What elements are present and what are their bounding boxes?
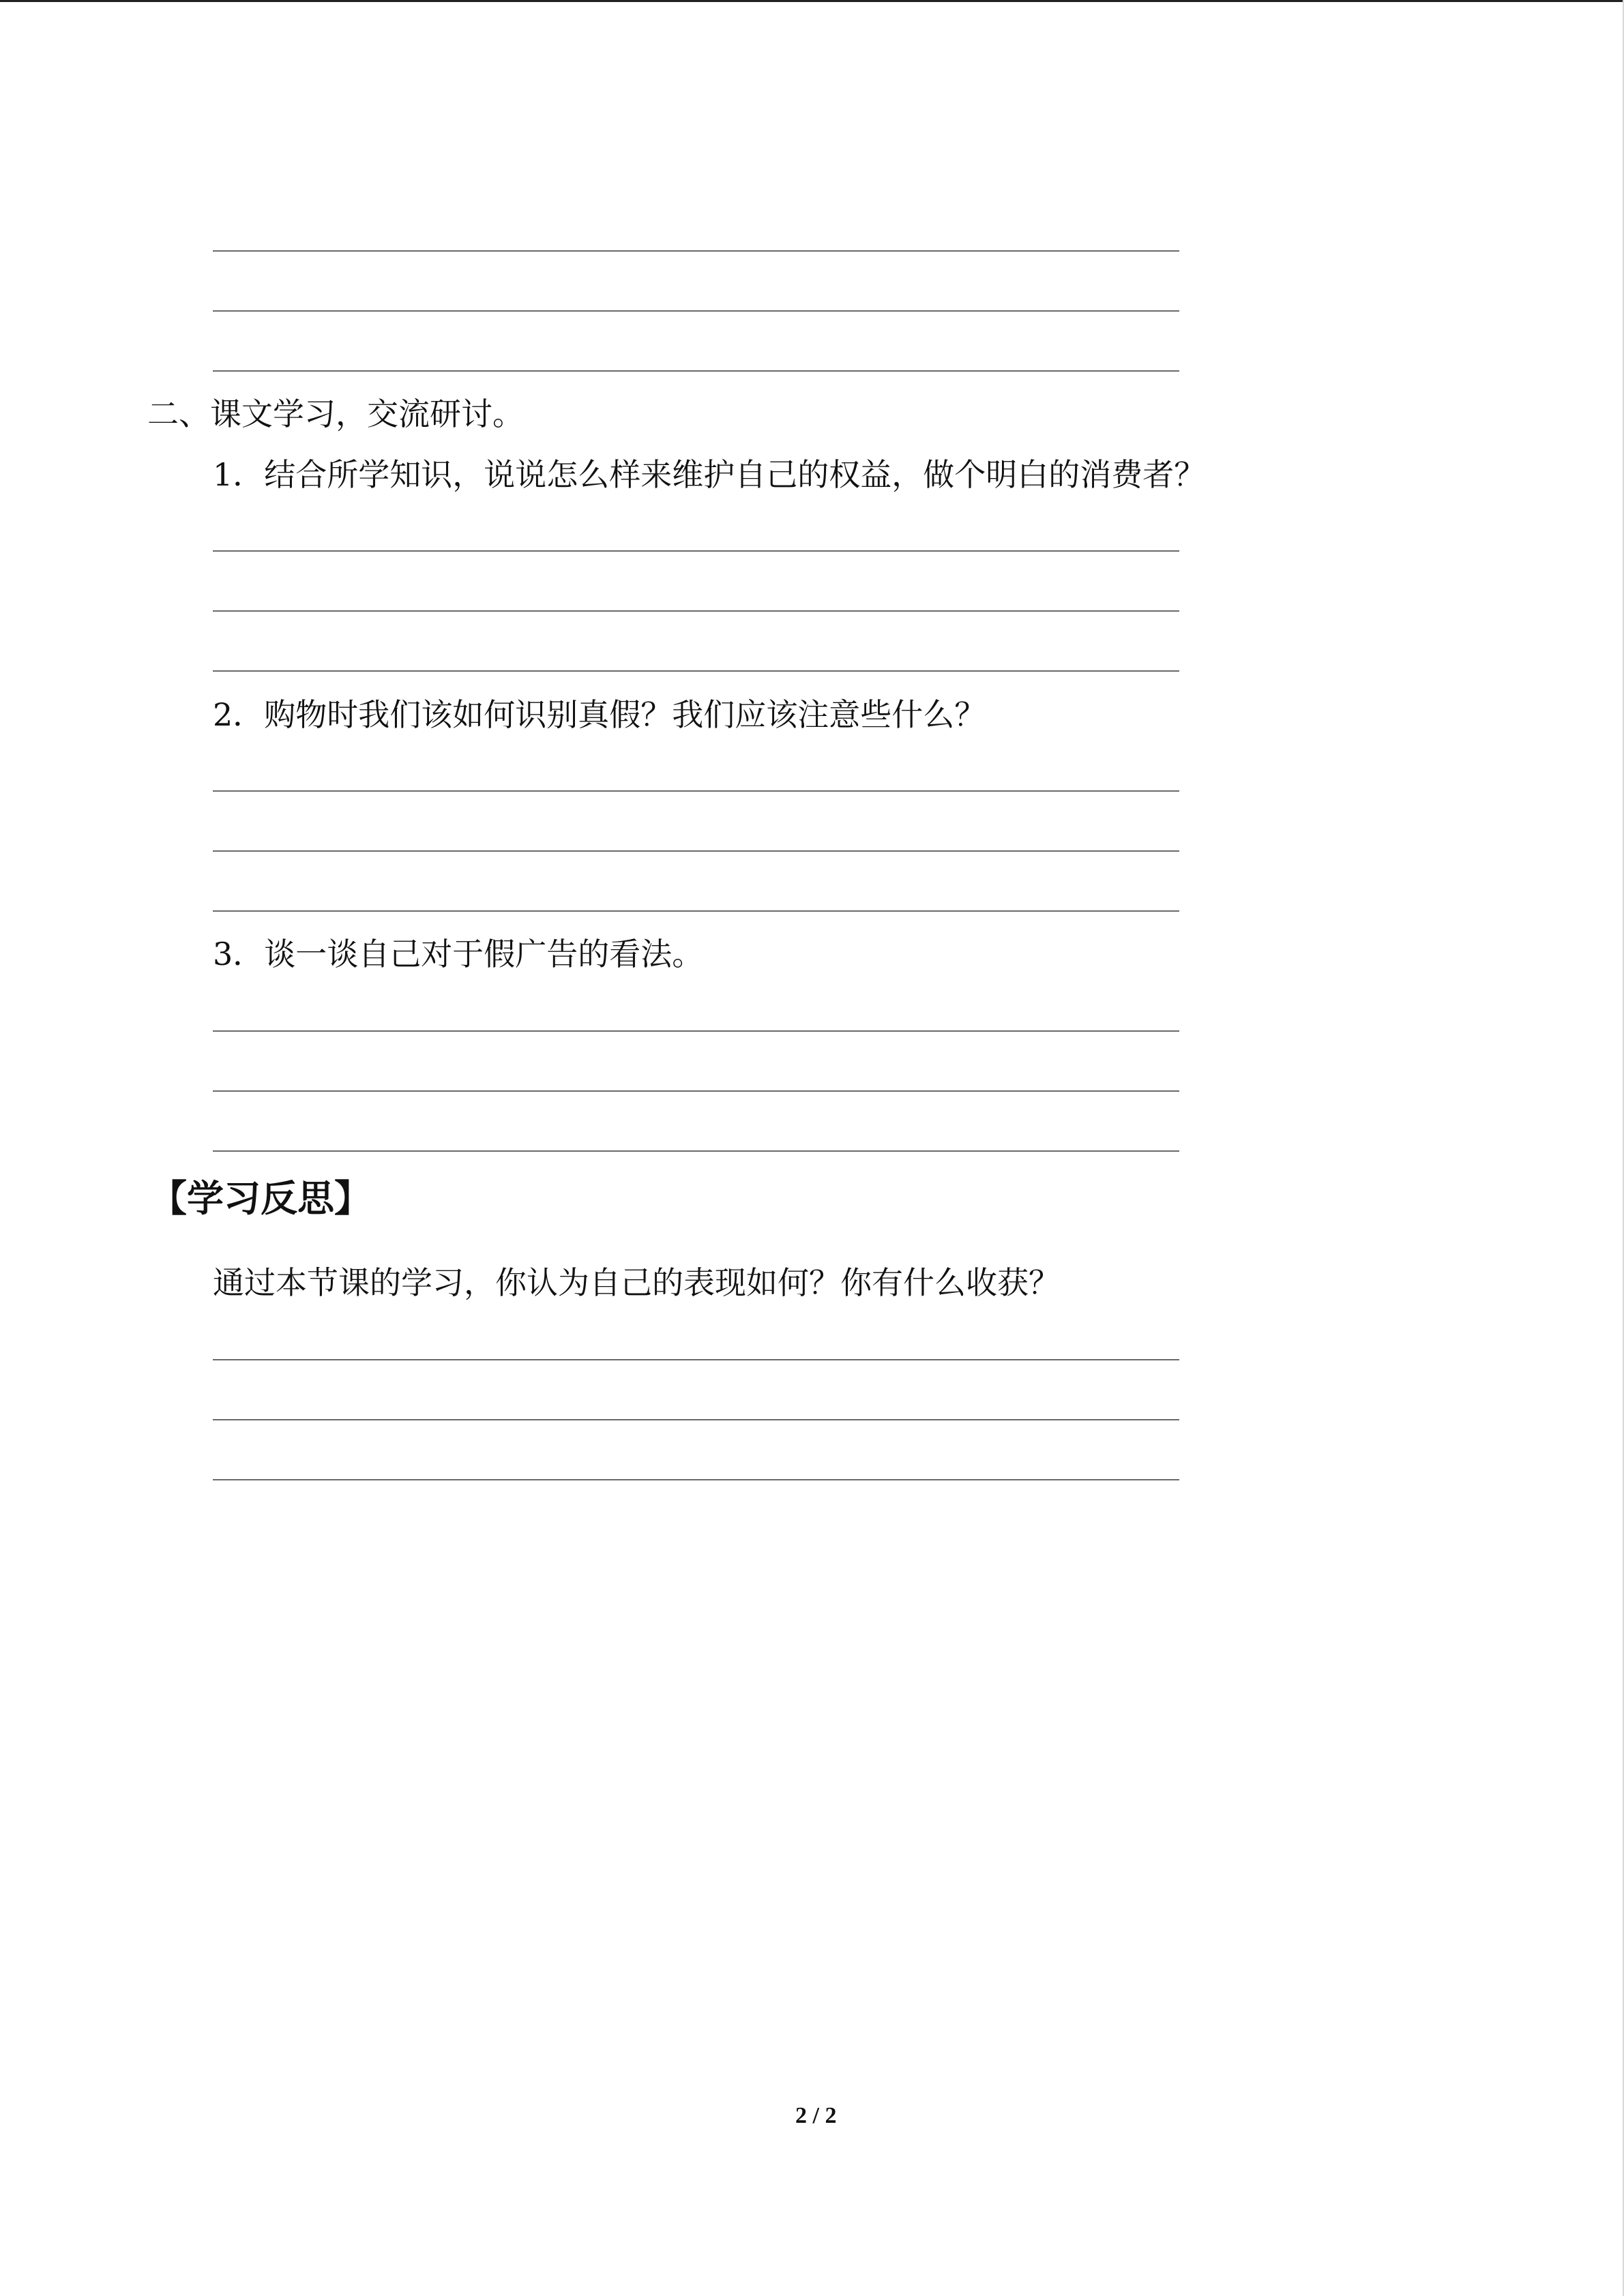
page-top-border <box>0 0 1624 2</box>
section-heading: 二、课文学习，交流研讨。 <box>147 396 524 432</box>
answer-line[interactable] <box>213 910 1179 912</box>
reflection-heading: 【学习反思】 <box>150 1177 371 1220</box>
answer-line[interactable] <box>213 550 1179 552</box>
answer-line[interactable] <box>213 370 1179 372</box>
answer-line[interactable] <box>213 310 1179 312</box>
page-number: 2 / 2 <box>795 2103 837 2128</box>
answer-line[interactable] <box>213 670 1179 672</box>
answer-line[interactable] <box>213 850 1179 852</box>
answer-line[interactable] <box>213 790 1179 792</box>
question-1: 1．结合所学知识，说说怎么样来维护自己的权益，做个明白的消费者？ <box>213 456 1206 493</box>
question-2: 2．购物时我们该如何识别真假？我们应该注意些什么？ <box>213 696 986 733</box>
question-3: 3．谈一谈自己对于假广告的看法。 <box>213 936 704 972</box>
answer-line[interactable] <box>213 1030 1179 1032</box>
answer-line[interactable] <box>213 1150 1179 1152</box>
answer-line[interactable] <box>213 1359 1179 1360</box>
answer-line[interactable] <box>213 250 1179 252</box>
answer-line[interactable] <box>213 1419 1179 1420</box>
answer-line[interactable] <box>213 1479 1179 1480</box>
answer-line[interactable] <box>213 610 1179 612</box>
reflection-prompt: 通过本节课的学习，你认为自己的表现如何？你有什么收获？ <box>213 1264 1060 1301</box>
answer-line[interactable] <box>213 1090 1179 1092</box>
